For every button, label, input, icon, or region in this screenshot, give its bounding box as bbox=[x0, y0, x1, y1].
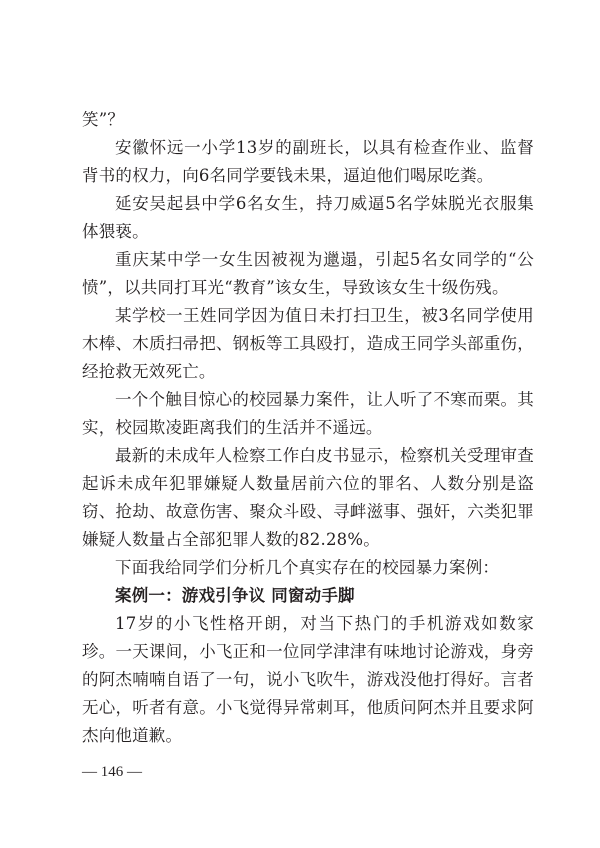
paragraph-wang-case: 某学校一王姓同学因为值日未打扫卫生，被3名同学使用木棒、木质扫帚把、钢板等工具殴打，造成王同学头部重伤，经抢救无效死亡。 bbox=[82, 306, 534, 381]
page-number: — 146 — bbox=[82, 764, 142, 780]
paragraph-white-paper: 最新的未成年人检察工作白皮书显示，检察机关受理审查起诉未成年犯罪嫌疑人数量居前六位的罪名、人数分别是盗窃、抢劫、故意伤害、聚众斗殴、寻衅滋事、强奸，六类犯罪嫌疑人数量占全部犯罪人数的82.28%。 bbox=[82, 446, 534, 549]
paragraph-yanan-case: 延安吴起县中学6名女生，持刀威逼5名学妹脱光衣服集体猥亵。 bbox=[82, 194, 534, 241]
page-body bbox=[82, 106, 534, 750]
paragraph-intro-cases: 下面我给同学们分析几个真实存在的校园暴力案例： bbox=[115, 558, 500, 577]
paragraph-case-one: 17岁的小飞性格开朗，对当下热门的手机游戏如数家珍。一天课间，小飞正和一位同学津津有味地讨论游戏，身旁的阿杰喃喃自语了一句，说小飞吹牛，游戏没他打得好。言者无心，听者有意。小飞觉得异常刺耳，他质问阿杰并且要求阿杰向他道歉。 bbox=[82, 614, 534, 745]
paragraph-anhui-case: 安徽怀远一小学13岁的副班长，以具有检查作业、监督背书的权力，向6名同学要钱未果，逼迫他们喝尿吃粪。 bbox=[82, 138, 534, 185]
paragraph-continuation: 笑”？ bbox=[82, 110, 125, 129]
paragraph-chongqing-case: 重庆某中学一女生因被视为邋遢，引起5名女同学的“公愤”，以共同打耳光“教育”该女生，导致该女生十级伤残。 bbox=[82, 250, 534, 297]
case-heading: 案例一：游戏引争议 同窗动手脚 bbox=[115, 586, 355, 605]
paragraph-summary: 一个个触目惊心的校园暴力案件，让人听了不寒而栗。其实，校园欺凌距离我们的生活并不遥远。 bbox=[82, 390, 534, 437]
